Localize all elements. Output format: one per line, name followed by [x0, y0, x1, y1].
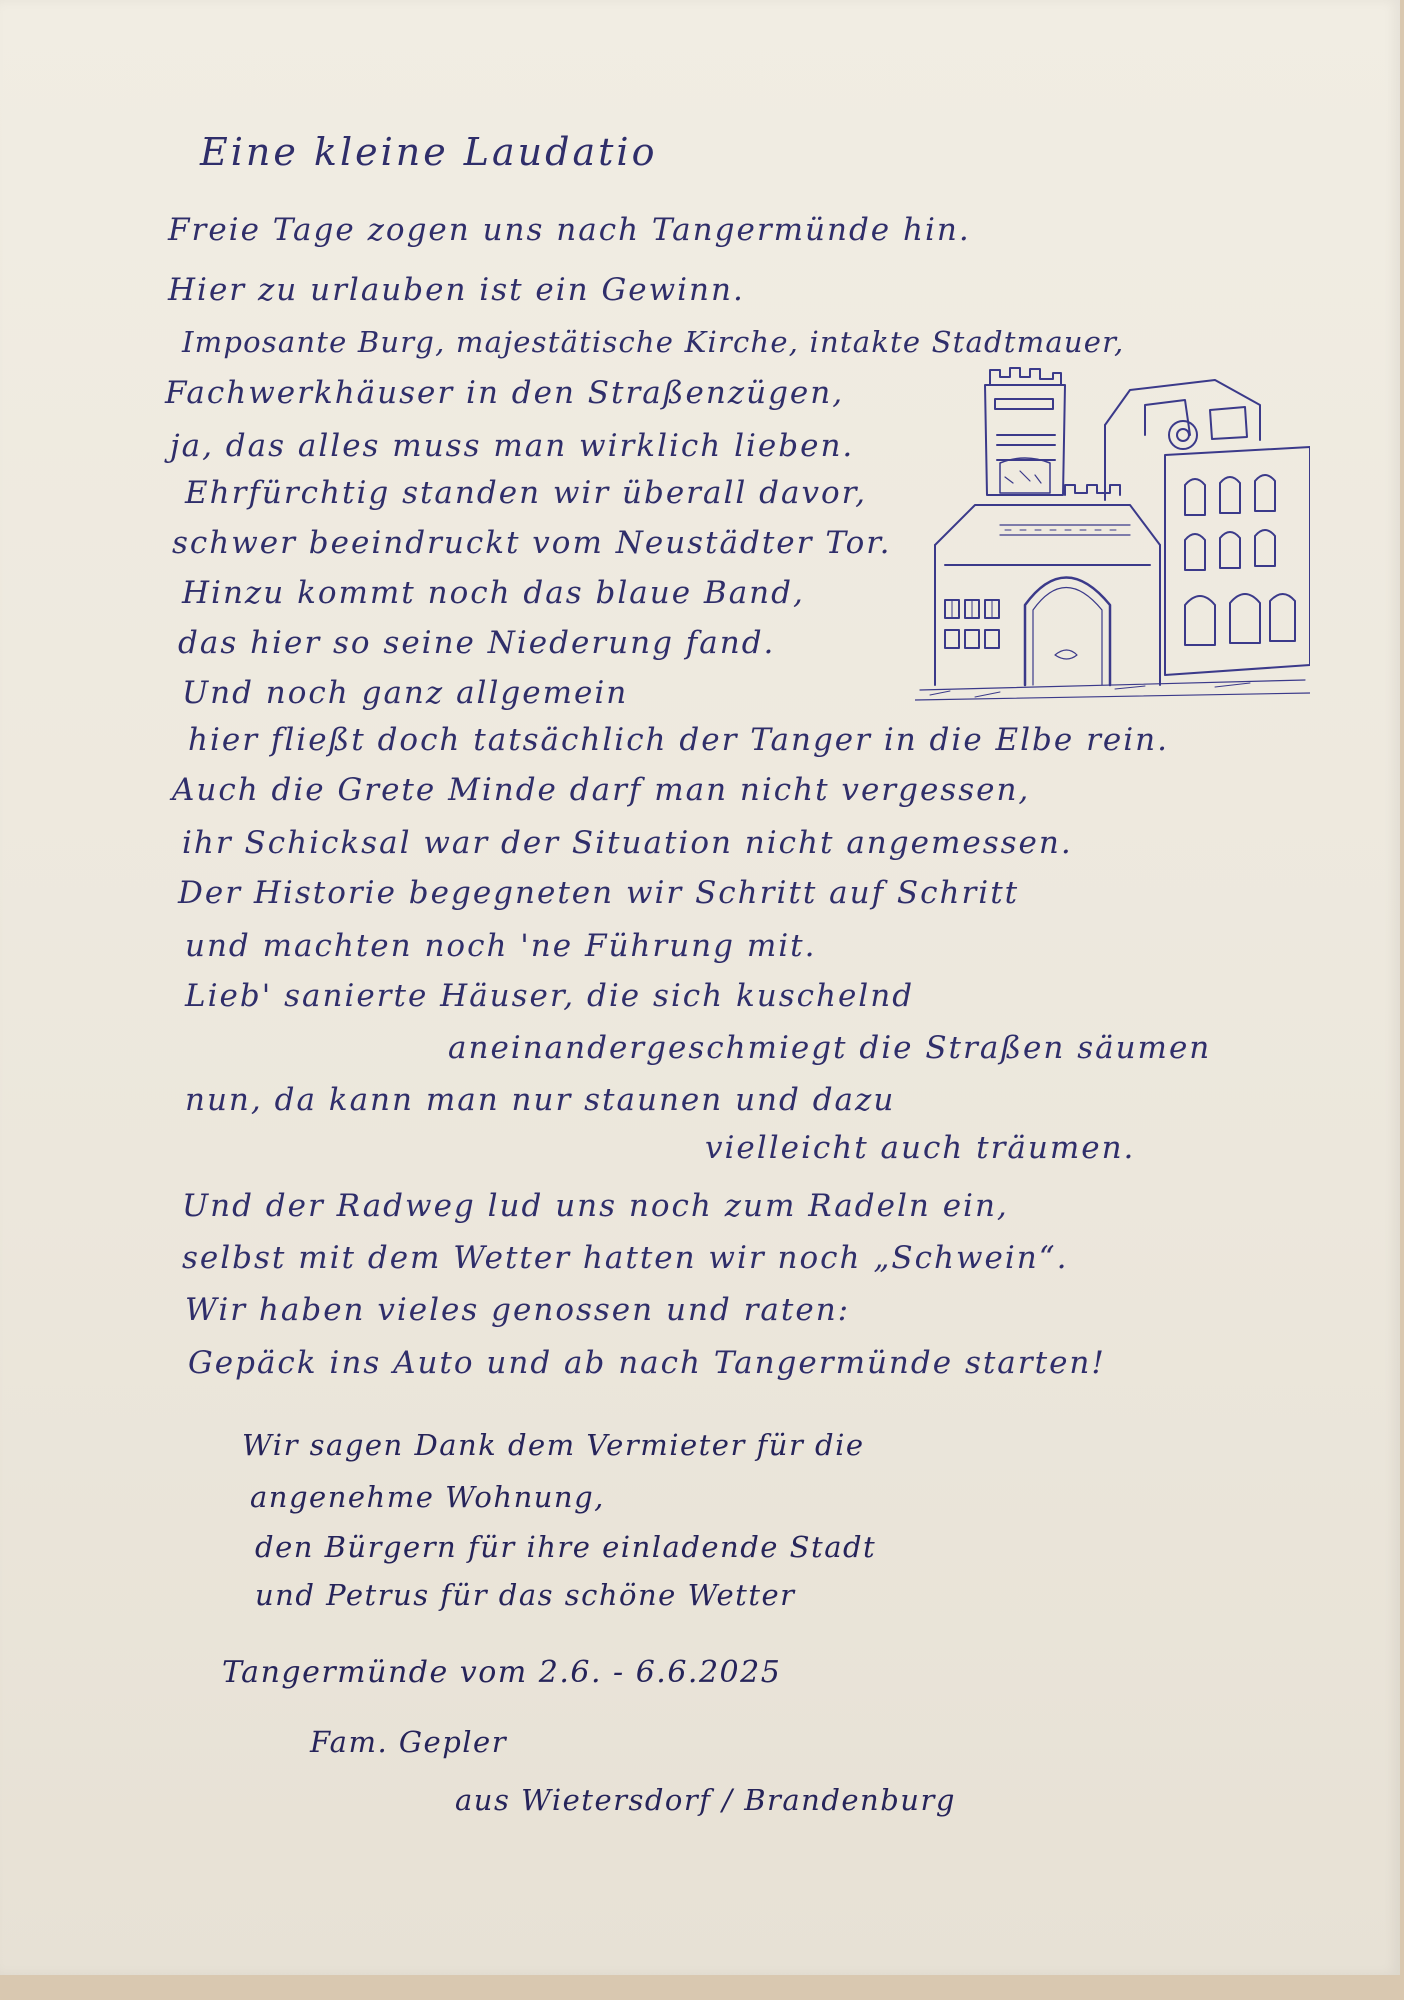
- poem-line: Fachwerkhäuser in den Straßenzügen,: [165, 375, 845, 411]
- poem-line: Gepäck ins Auto und ab nach Tangermünde starten!: [188, 1345, 1106, 1381]
- poem-line: Lieb' sanierte Häuser, die sich kuschelnd: [185, 978, 915, 1014]
- neustaedter-tor-sketch-icon: [915, 365, 1310, 710]
- poem-line: nun, da kann man nur staunen und dazu: [185, 1082, 896, 1118]
- origin-line: aus Wietersdorf / Brandenburg: [455, 1783, 956, 1817]
- poem-line: ihr Schicksal war der Situation nicht angemessen.: [182, 825, 1073, 861]
- poem-line: Und der Radweg lud uns noch zum Radeln ein,: [182, 1188, 1009, 1224]
- poem-line: selbst mit dem Wetter hatten wir noch „Schwein“.: [182, 1240, 1069, 1276]
- date-line: Tangermünde vom 2.6. - 6.6.2025: [222, 1655, 782, 1690]
- poem-line: Freie Tage zogen uns nach Tangermünde hin.: [168, 212, 971, 248]
- poem-line: schwer beeindruckt vom Neustädter Tor.: [172, 525, 892, 561]
- page-title: Eine kleine Laudatio: [200, 130, 658, 174]
- thanks-line: Wir sagen Dank dem Vermieter für die: [242, 1428, 865, 1462]
- poem-line: vielleicht auch träumen.: [705, 1130, 1136, 1166]
- poem-line: Hier zu urlauben ist ein Gewinn.: [168, 272, 745, 308]
- poem-line: Imposante Burg, majestätische Kirche, intakte Stadtmauer,: [182, 325, 1125, 359]
- poem-line: Wir haben vieles genossen und raten:: [185, 1292, 851, 1328]
- signature: Fam. Gepler: [310, 1725, 508, 1759]
- poem-line: Auch die Grete Minde darf man nicht vergessen,: [172, 772, 1031, 808]
- poem-line: hier fließt doch tatsächlich der Tanger in die Elbe rein.: [188, 722, 1170, 758]
- poem-line: das hier so seine Niederung fand.: [178, 625, 776, 661]
- poem-line: Der Historie begegneten wir Schritt auf Schritt: [178, 875, 1020, 911]
- thanks-line: angenehme Wohnung,: [250, 1480, 605, 1514]
- thanks-line: den Bürgern für ihre einladende Stadt: [255, 1530, 877, 1564]
- poem-line: ja, das alles muss man wirklich lieben.: [170, 428, 855, 464]
- poem-line: aneinandergeschmiegt die Straßen säumen: [448, 1030, 1212, 1066]
- thanks-line: und Petrus für das schöne Wetter: [255, 1578, 796, 1612]
- poem-line: Und noch ganz allgemein: [182, 675, 629, 711]
- poem-line: Hinzu kommt noch das blaue Band,: [182, 575, 805, 611]
- poem-line: und machten noch 'ne Führung mit.: [185, 928, 817, 964]
- poem-line: Ehrfürchtig standen wir überall davor,: [185, 475, 867, 511]
